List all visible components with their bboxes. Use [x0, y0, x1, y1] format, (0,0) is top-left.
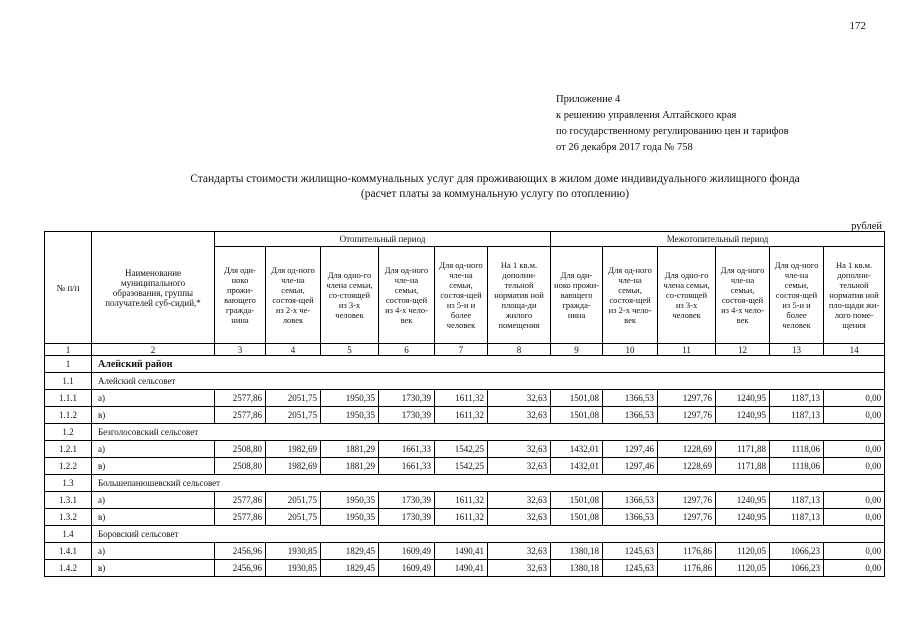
tariff-value: 0,00 — [824, 509, 885, 526]
tariff-value: 32,63 — [488, 492, 551, 509]
column-number: 8 — [488, 344, 551, 356]
tariff-value: 1661,33 — [379, 458, 435, 475]
document-title — [110, 172, 880, 202]
tariff-value: 2508,80 — [215, 441, 266, 458]
row-name: а) — [92, 441, 215, 458]
row-code: 1.3.1 — [45, 492, 92, 509]
tariff-value: 32,63 — [488, 543, 551, 560]
tariff-value: 2577,86 — [215, 407, 266, 424]
row-code: 1.4 — [45, 526, 92, 543]
offheating-column-header: Для од-ного чле-на семьи, состоя-щей из 4-х чело-век — [716, 247, 770, 344]
column-number: 12 — [716, 344, 770, 356]
column-number: 1 — [45, 344, 92, 356]
tariff-value: 1542,25 — [435, 458, 488, 475]
row-name: Безголосовский сельсовет — [92, 424, 885, 441]
tariff-value: 1171,88 — [716, 441, 770, 458]
tariff-value: 32,63 — [488, 390, 551, 407]
group-header-heating: Отопительный период — [215, 232, 551, 247]
annex-line-2: к решению управления Алтайского края — [556, 110, 737, 121]
tariff-value: 2577,86 — [215, 390, 266, 407]
row-name: в) — [92, 560, 215, 577]
tariff-value: 1366,53 — [603, 492, 658, 509]
tariff-value: 1730,39 — [379, 509, 435, 526]
column-number: 14 — [824, 344, 885, 356]
row-code: 1 — [45, 356, 92, 373]
tariff-value: 1501,08 — [551, 509, 603, 526]
table-row — [45, 509, 885, 526]
tariff-value: 2051,75 — [266, 492, 321, 509]
column-number: 11 — [658, 344, 716, 356]
tariff-value: 2508,80 — [215, 458, 266, 475]
tariff-value: 1240,95 — [716, 509, 770, 526]
tariff-value: 1611,32 — [435, 407, 488, 424]
tariff-value: 1187,13 — [770, 492, 824, 509]
tariff-value: 1240,95 — [716, 407, 770, 424]
document-title-line-2: (расчет платы за коммунальную услугу по отоплению) — [360, 188, 630, 200]
tariff-value: 1609,49 — [379, 560, 435, 577]
tariff-value: 1611,32 — [435, 509, 488, 526]
column-number: 5 — [321, 344, 379, 356]
tariff-value: 1240,95 — [716, 492, 770, 509]
tariff-value: 1611,32 — [435, 492, 488, 509]
tariff-value: 0,00 — [824, 458, 885, 475]
table-row — [45, 441, 885, 458]
row-code: 1.1.1 — [45, 390, 92, 407]
tariff-value: 1829,45 — [321, 543, 379, 560]
table-row — [45, 560, 885, 577]
row-name: в) — [92, 458, 215, 475]
row-name: а) — [92, 390, 215, 407]
row-code: 1.2.1 — [45, 441, 92, 458]
tariff-value: 1297,76 — [658, 407, 716, 424]
tariff-value: 2456,96 — [215, 543, 266, 560]
tariff-value: 1118,06 — [770, 458, 824, 475]
row-name: Боровский сельсовет — [92, 526, 885, 543]
tariff-value: 1950,35 — [321, 492, 379, 509]
tariff-value: 1066,23 — [770, 543, 824, 560]
row-code: 1.4.2 — [45, 560, 92, 577]
offheating-column-header: Для оди-ноко прожи-вающего гражда-нина — [551, 247, 603, 344]
table-row — [45, 390, 885, 407]
column-number: 4 — [266, 344, 321, 356]
tariff-value: 1982,69 — [266, 441, 321, 458]
tariff-value: 1297,76 — [658, 509, 716, 526]
tariff-value: 1881,29 — [321, 458, 379, 475]
tariff-value: 1501,08 — [551, 492, 603, 509]
tariff-value: 1176,86 — [658, 560, 716, 577]
column-number: 7 — [435, 344, 488, 356]
row-name: Алейский район — [92, 356, 885, 373]
document-title-line-1: Стандарты стоимости жилищно-коммунальных услуг для проживающих в жилом доме индивидуального жилищного фонда — [190, 173, 800, 185]
tariff-value: 1240,95 — [716, 390, 770, 407]
row-code: 1.2.2 — [45, 458, 92, 475]
table-row — [45, 373, 885, 390]
tariff-value: 0,00 — [824, 407, 885, 424]
tariff-value: 1187,13 — [770, 509, 824, 526]
currency-unit: рублей — [851, 221, 882, 232]
tariff-value: 1501,08 — [551, 390, 603, 407]
tariff-value: 0,00 — [824, 492, 885, 509]
tariff-value: 1228,69 — [658, 458, 716, 475]
offheating-column-header: На 1 кв.м. дополни-тельной норматив ной пло-щади жи-лого поме-щения — [824, 247, 885, 344]
row-code: 1.2 — [45, 424, 92, 441]
tariff-value: 1501,08 — [551, 407, 603, 424]
heating-column-header: Для од-ного чле-на семьи, состоя-щей из 2-х че-ловек — [266, 247, 321, 344]
tariff-value: 0,00 — [824, 390, 885, 407]
tariff-value: 1982,69 — [266, 458, 321, 475]
tariff-value: 1171,88 — [716, 458, 770, 475]
tariff-value: 0,00 — [824, 543, 885, 560]
page-number: 172 — [849, 20, 866, 32]
tariff-value: 1950,35 — [321, 509, 379, 526]
column-number: 9 — [551, 344, 603, 356]
tariff-value: 2051,75 — [266, 390, 321, 407]
column-number: 6 — [379, 344, 435, 356]
tariff-value: 2577,86 — [215, 509, 266, 526]
column-number: 3 — [215, 344, 266, 356]
table-row — [45, 356, 885, 373]
row-code: 1.3.2 — [45, 509, 92, 526]
heating-column-header: Для одно-го члена семьи, со-стоящей из 3-х человек — [321, 247, 379, 344]
tariff-value: 2456,96 — [215, 560, 266, 577]
tariff-value: 1432,01 — [551, 441, 603, 458]
column-number: 10 — [603, 344, 658, 356]
tariff-value: 2577,86 — [215, 492, 266, 509]
tariff-table — [44, 231, 885, 577]
offheating-column-header: Для од-ного чле-на семьи, состоя-щей из 5-и и более человек — [770, 247, 824, 344]
tariff-value: 1366,53 — [603, 407, 658, 424]
column-header-name: Наименование муниципального образования, группы получателей суб-сидий,* — [92, 232, 215, 344]
tariff-value: 32,63 — [488, 458, 551, 475]
tariff-value: 1432,01 — [551, 458, 603, 475]
tariff-value: 32,63 — [488, 509, 551, 526]
tariff-value: 2051,75 — [266, 509, 321, 526]
heating-column-header: На 1 кв.м. дополни-тельной норматив ной площа-ди жилого помещения — [488, 247, 551, 344]
tariff-value: 2051,75 — [266, 407, 321, 424]
tariff-value: 1228,69 — [658, 441, 716, 458]
row-name: а) — [92, 543, 215, 560]
row-code: 1.1 — [45, 373, 92, 390]
tariff-value: 1380,18 — [551, 560, 603, 577]
tariff-value: 1380,18 — [551, 543, 603, 560]
tariff-value: 1297,46 — [603, 441, 658, 458]
tariff-value: 1120,05 — [716, 560, 770, 577]
table-row — [45, 492, 885, 509]
table-row — [45, 407, 885, 424]
column-header-number: № п/п — [45, 232, 92, 344]
heating-column-header: Для оди-ноко прожи-вающего гражда-нина — [215, 247, 266, 344]
annex-line-4: от 26 декабря 2017 года № 758 — [556, 142, 693, 153]
heating-column-header: Для од-ного чле-на семьи, состоя-щей из 5-и и более человек — [435, 247, 488, 344]
tariff-value: 1661,33 — [379, 441, 435, 458]
row-name: в) — [92, 407, 215, 424]
tariff-value: 1187,13 — [770, 390, 824, 407]
tariff-value: 1881,29 — [321, 441, 379, 458]
tariff-value: 1730,39 — [379, 492, 435, 509]
tariff-value: 1297,46 — [603, 458, 658, 475]
annex-line-3: по государственному регулированию цен и тарифов — [556, 126, 789, 137]
tariff-value: 1120,05 — [716, 543, 770, 560]
column-number: 2 — [92, 344, 215, 356]
row-name: Большепанюшевский сельсовет — [92, 475, 885, 492]
row-code: 1.4.1 — [45, 543, 92, 560]
tariff-value: 1297,76 — [658, 390, 716, 407]
tariff-value: 1950,35 — [321, 390, 379, 407]
row-name: Алейский сельсовет — [92, 373, 885, 390]
tariff-value: 1245,63 — [603, 543, 658, 560]
tariff-value: 1297,76 — [658, 492, 716, 509]
tariff-value: 1490,41 — [435, 543, 488, 560]
row-name: а) — [92, 492, 215, 509]
tariff-value: 1930,85 — [266, 543, 321, 560]
tariff-value: 32,63 — [488, 441, 551, 458]
tariff-value: 1609,49 — [379, 543, 435, 560]
tariff-value: 1187,13 — [770, 407, 824, 424]
offheating-column-header: Для одно-го члена семьи, со-стоящей из 3-х человек — [658, 247, 716, 344]
annex-block — [556, 92, 789, 156]
tariff-value: 1950,35 — [321, 407, 379, 424]
row-code: 1.3 — [45, 475, 92, 492]
tariff-value: 1829,45 — [321, 560, 379, 577]
row-code: 1.1.2 — [45, 407, 92, 424]
tariff-value: 32,63 — [488, 407, 551, 424]
tariff-value: 1118,06 — [770, 441, 824, 458]
table-row — [45, 543, 885, 560]
row-name: в) — [92, 509, 215, 526]
column-number: 13 — [770, 344, 824, 356]
tariff-value: 1066,23 — [770, 560, 824, 577]
table-row — [45, 458, 885, 475]
tariff-value: 1730,39 — [379, 390, 435, 407]
tariff-value: 1245,63 — [603, 560, 658, 577]
tariff-value: 1366,53 — [603, 509, 658, 526]
tariff-value: 1611,32 — [435, 390, 488, 407]
tariff-value: 1366,53 — [603, 390, 658, 407]
offheating-column-header: Для од-ного чле-на семьи, состоя-щей из 2-х чело-век — [603, 247, 658, 344]
tariff-value: 1490,41 — [435, 560, 488, 577]
tariff-value: 32,63 — [488, 560, 551, 577]
annex-line-1: Приложение 4 — [556, 94, 621, 105]
tariff-value: 1542,25 — [435, 441, 488, 458]
heating-column-header: Для од-ного чле-на семьи, состоя-щей из 4-х чело-век — [379, 247, 435, 344]
table-row — [45, 424, 885, 441]
table-row — [45, 526, 885, 543]
tariff-value: 1730,39 — [379, 407, 435, 424]
tariff-value: 1930,85 — [266, 560, 321, 577]
group-header-offheating: Межотопительный период — [551, 232, 885, 247]
tariff-value: 0,00 — [824, 441, 885, 458]
table-row — [45, 475, 885, 492]
tariff-value: 1176,86 — [658, 543, 716, 560]
tariff-value: 0,00 — [824, 560, 885, 577]
